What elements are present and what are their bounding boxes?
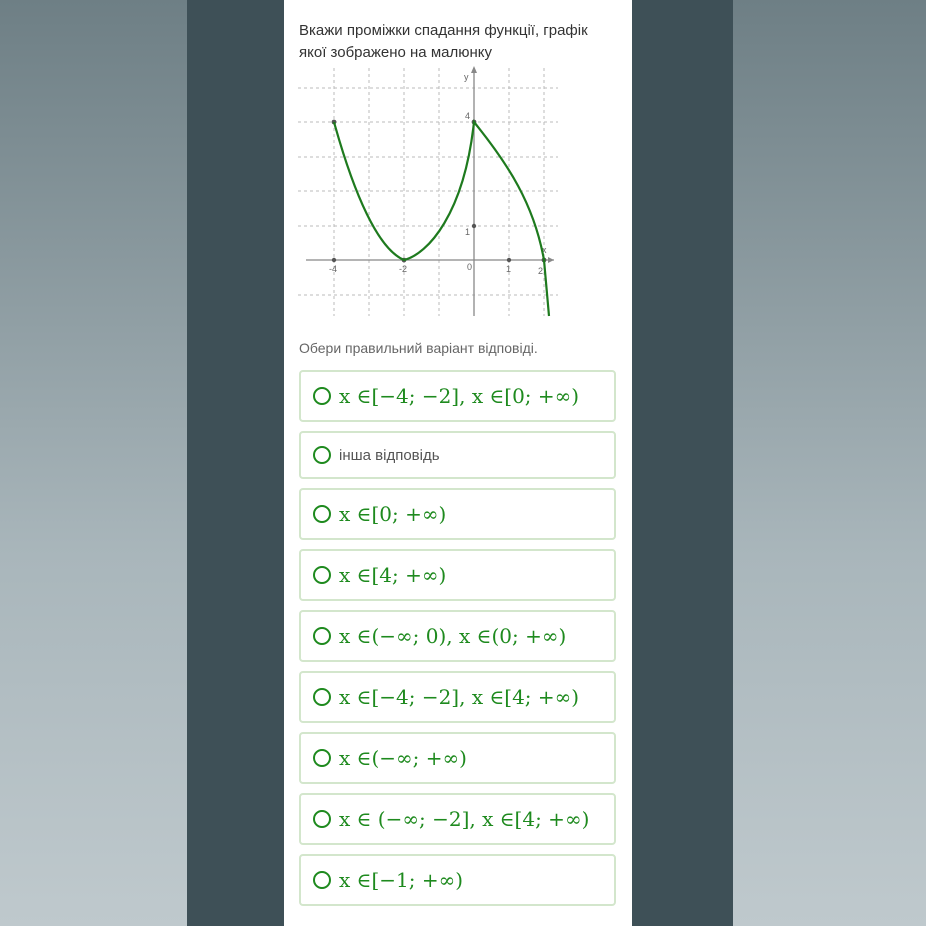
radio-icon[interactable] bbox=[313, 810, 331, 828]
tick-x-2: 2 bbox=[538, 266, 544, 276]
y-axis-label: y bbox=[464, 72, 469, 82]
point-y-1 bbox=[472, 224, 476, 228]
tick-x-1: 1 bbox=[506, 264, 512, 274]
radio-icon[interactable] bbox=[313, 505, 331, 523]
answer-option-label: x ∈[−4; −2], x ∈[0; +∞) bbox=[339, 384, 580, 408]
radio-icon[interactable] bbox=[313, 627, 331, 645]
tick-y-4: 4 bbox=[465, 111, 471, 121]
radio-icon[interactable] bbox=[313, 387, 331, 405]
tick-x-minus4: -4 bbox=[329, 264, 338, 274]
x-axis-label: x bbox=[542, 245, 547, 255]
radio-icon[interactable] bbox=[313, 871, 331, 889]
answer-option-label: інша відповідь bbox=[339, 446, 440, 464]
graph-grid bbox=[298, 68, 558, 316]
question-text: Вкажи проміжки спадання функції, графік якої зображено на малюнку bbox=[299, 22, 588, 61]
function-curve bbox=[334, 122, 549, 316]
answer-option-label: x ∈[−1; +∞) bbox=[339, 868, 464, 892]
answer-option-4[interactable] bbox=[299, 549, 616, 601]
answer-option-2[interactable] bbox=[299, 431, 616, 479]
function-graph bbox=[298, 64, 558, 320]
answer-option-label: x ∈[−4; −2], x ∈[4; +∞) bbox=[339, 685, 580, 709]
tick-x-minus2: -2 bbox=[399, 264, 408, 274]
answer-option-label: x ∈[4; +∞) bbox=[339, 563, 447, 587]
question-card bbox=[284, 0, 632, 926]
tick-x-0: 0 bbox=[467, 262, 473, 272]
answer-option-label: x ∈[0; +∞) bbox=[339, 502, 447, 526]
answer-option-9[interactable] bbox=[299, 854, 616, 906]
radio-icon[interactable] bbox=[313, 446, 331, 464]
radio-icon[interactable] bbox=[313, 749, 331, 767]
tick-y-1: 1 bbox=[465, 227, 471, 237]
instruction-text: Обери правильний варіант відповіді. bbox=[299, 340, 538, 356]
answer-option-1[interactable] bbox=[299, 370, 616, 422]
point-x-minus4 bbox=[332, 258, 336, 262]
answer-option-7[interactable] bbox=[299, 732, 616, 784]
answer-option-6[interactable] bbox=[299, 671, 616, 723]
radio-icon[interactable] bbox=[313, 566, 331, 584]
answer-option-label: x ∈ (−∞; −2], x ∈[4; +∞) bbox=[339, 807, 590, 831]
answer-option-8[interactable] bbox=[299, 793, 616, 845]
radio-icon[interactable] bbox=[313, 688, 331, 706]
point-x-1 bbox=[507, 258, 511, 262]
answer-option-5[interactable] bbox=[299, 610, 616, 662]
answer-option-label: x ∈(−∞; 0), x ∈(0; +∞) bbox=[339, 624, 567, 648]
answer-option-label: x ∈(−∞; +∞) bbox=[339, 746, 467, 770]
answer-option-3[interactable] bbox=[299, 488, 616, 540]
